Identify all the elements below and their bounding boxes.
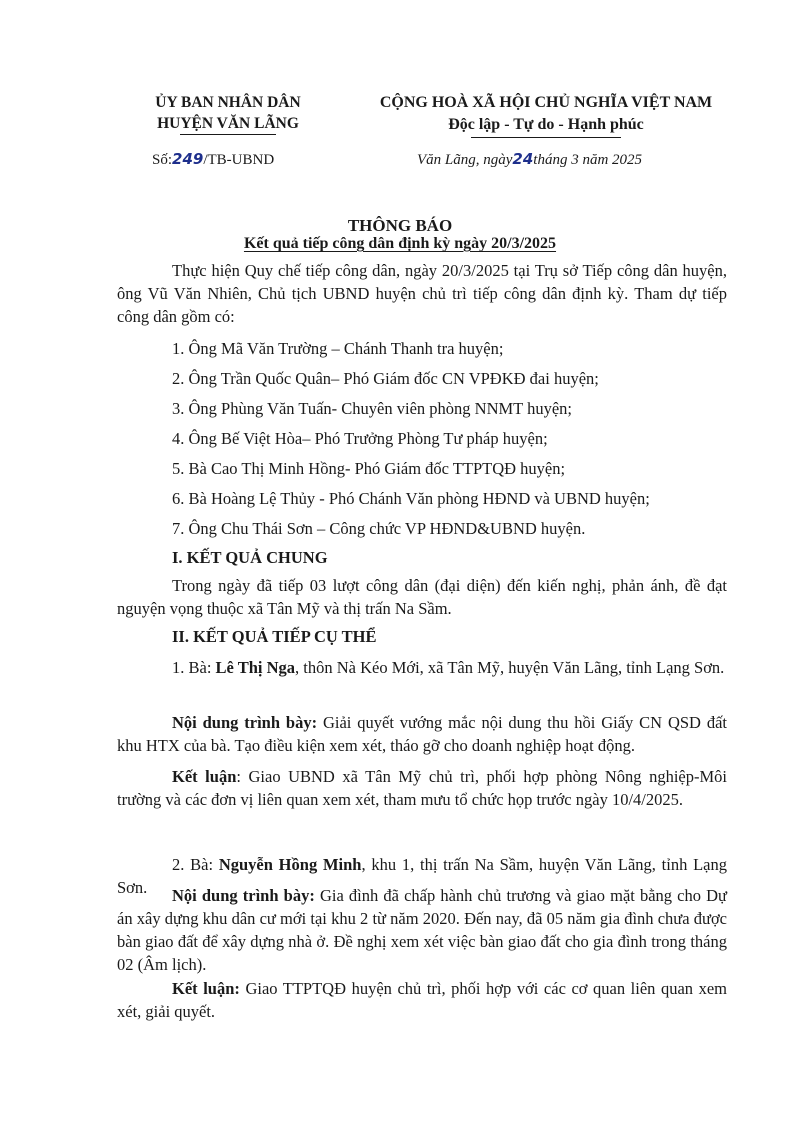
section-2-heading: II. KẾT QUẢ TIẾP CỤ THỂ — [172, 627, 377, 646]
case-1-content-label: Nội dung trình bày: — [172, 713, 318, 732]
date-line — [417, 150, 642, 169]
ref-suffix: /TB-UBND — [203, 152, 275, 168]
date-prefix: Văn Lãng, ngày — [417, 152, 513, 168]
date-day-handwritten: 24 — [512, 150, 534, 168]
document-title: THÔNG BÁO — [347, 216, 453, 235]
ref-prefix: Số: — [152, 152, 173, 168]
case-1-conclusion-text: : Giao UBND xã Tân Mỹ chủ trì, phối hợp phòng Nông nghiệp-Môi trường và các đơn vị liên quan xem xét, tham mưu tổ chức họp trước ngày 10/4/2025. — [117, 767, 727, 809]
ref-number-handwritten: 249 — [172, 150, 204, 168]
national-motto — [366, 92, 726, 136]
case-1-content — [117, 711, 727, 757]
case-1-prefix: 1. Bà: — [172, 658, 216, 677]
authority-underline — [180, 134, 276, 135]
subtitle-text: Kết quả tiếp công dân định kỳ ngày 20/3/2025 — [243, 235, 557, 252]
issuing-authority — [148, 92, 308, 134]
case-2-content-text: Gia đình đã chấp hành chủ trương và giao mặt bằng cho Dự án xây dựng khu dân cư mới tại khu 2 từ năm 2020. Đến nay, đã 05 năm gia đình chưa được bàn giao đất để xây dựng nhà ở. Đề nghị xem xét việc bàn giao đất cho gia đình trong tháng 02 (Âm lịch). — [117, 886, 727, 974]
attendee-item: 4. Ông Bế Việt Hòa– Phó Trưởng Phòng Tư pháp huyện; — [172, 429, 548, 448]
attendee-item: 5. Bà Cao Thị Minh Hồng- Phó Giám đốc TTPTQĐ huyện; — [172, 459, 566, 478]
case-1-citizen — [117, 656, 727, 679]
motto-underline — [471, 137, 621, 138]
org-line-1: ỦY BAN NHÂN DÂN — [155, 94, 301, 111]
case-2-conclusion-label: Kết luận: — [172, 979, 240, 998]
attendee-item: 1. Ông Mã Văn Trường – Chánh Thanh tra huyện; — [172, 339, 504, 358]
nation-line-2: Độc lập - Tự do - Hạnh phúc — [448, 116, 644, 133]
section-1-text: Trong ngày đã tiếp 03 lượt công dân (đại diện) đến kiến nghị, phản ánh, đề đạt nguyện vọng thuộc xã Tân Mỹ và thị trấn Na Sầm. — [117, 576, 727, 618]
case-2-conclusion-text: Giao TTPTQĐ huyện chủ trì, phối hợp với các cơ quan liên quan xem xét, giải quyết. — [117, 979, 727, 1021]
document-subtitle — [0, 235, 800, 253]
attendee-item: 3. Ông Phùng Văn Tuấn- Chuyên viên phòng NNMT huyện; — [172, 399, 572, 418]
attendee-item: 2. Ông Trần Quốc Quân– Phó Giám đốc CN VPĐKĐ đai huyện; — [172, 369, 599, 388]
section-1-heading: I. KẾT QUẢ CHUNG — [172, 548, 328, 567]
intro-paragraph: Thực hiện Quy chế tiếp công dân, ngày 20/3/2025 tại Trụ sở Tiếp công dân huyện, ông Vũ Văn Nhiên, Chủ tịch UBND huyện chủ trì tiếp công dân định kỳ. Tham dự tiếp công dân gồm có: — [117, 261, 727, 326]
case-2-name: Nguyễn Hồng Minh — [218, 855, 362, 874]
case-1-content-text: Giải quyết vướng mắc nội dung thu hồi Giấy CN QSD đất khu HTX của bà. Tạo điều kiện xem xét, tháo gỡ cho doanh nghiệp hoạt động. — [117, 713, 727, 755]
case-2-content — [117, 884, 727, 976]
case-2-prefix: 2. Bà: — [172, 855, 219, 874]
date-suffix: tháng 3 năm 2025 — [533, 152, 643, 168]
case-1-conclusion — [117, 765, 727, 811]
nation-line-1: CỘNG HOÀ XÃ HỘI CHỦ NGHĨA VIỆT NAM — [379, 94, 713, 111]
case-1-conclusion-label: Kết luận — [172, 767, 237, 786]
attendee-item: 7. Ông Chu Thái Sơn – Công chức VP HĐND&UBND huyện. — [172, 519, 586, 538]
case-2-content-label: Nội dung trình bày: — [172, 886, 315, 905]
org-line-2: HUYỆN VĂN LÃNG — [157, 115, 299, 132]
case-2-address: , khu 1, thị trấn Na Sầm, huyện Văn Lãng, tỉnh Lạng Sơn. — [117, 855, 727, 897]
case-1-name: Lê Thị Nga — [215, 658, 296, 677]
reference-number — [152, 150, 274, 169]
case-1-address: , thôn Nà Kéo Mới, xã Tân Mỹ, huyện Văn Lãng, tỉnh Lạng Sơn. — [295, 658, 725, 677]
attendee-item: 6. Bà Hoàng Lệ Thủy - Phó Chánh Văn phòng HĐND và UBND huyện; — [172, 489, 650, 508]
case-2-conclusion — [117, 977, 727, 1023]
